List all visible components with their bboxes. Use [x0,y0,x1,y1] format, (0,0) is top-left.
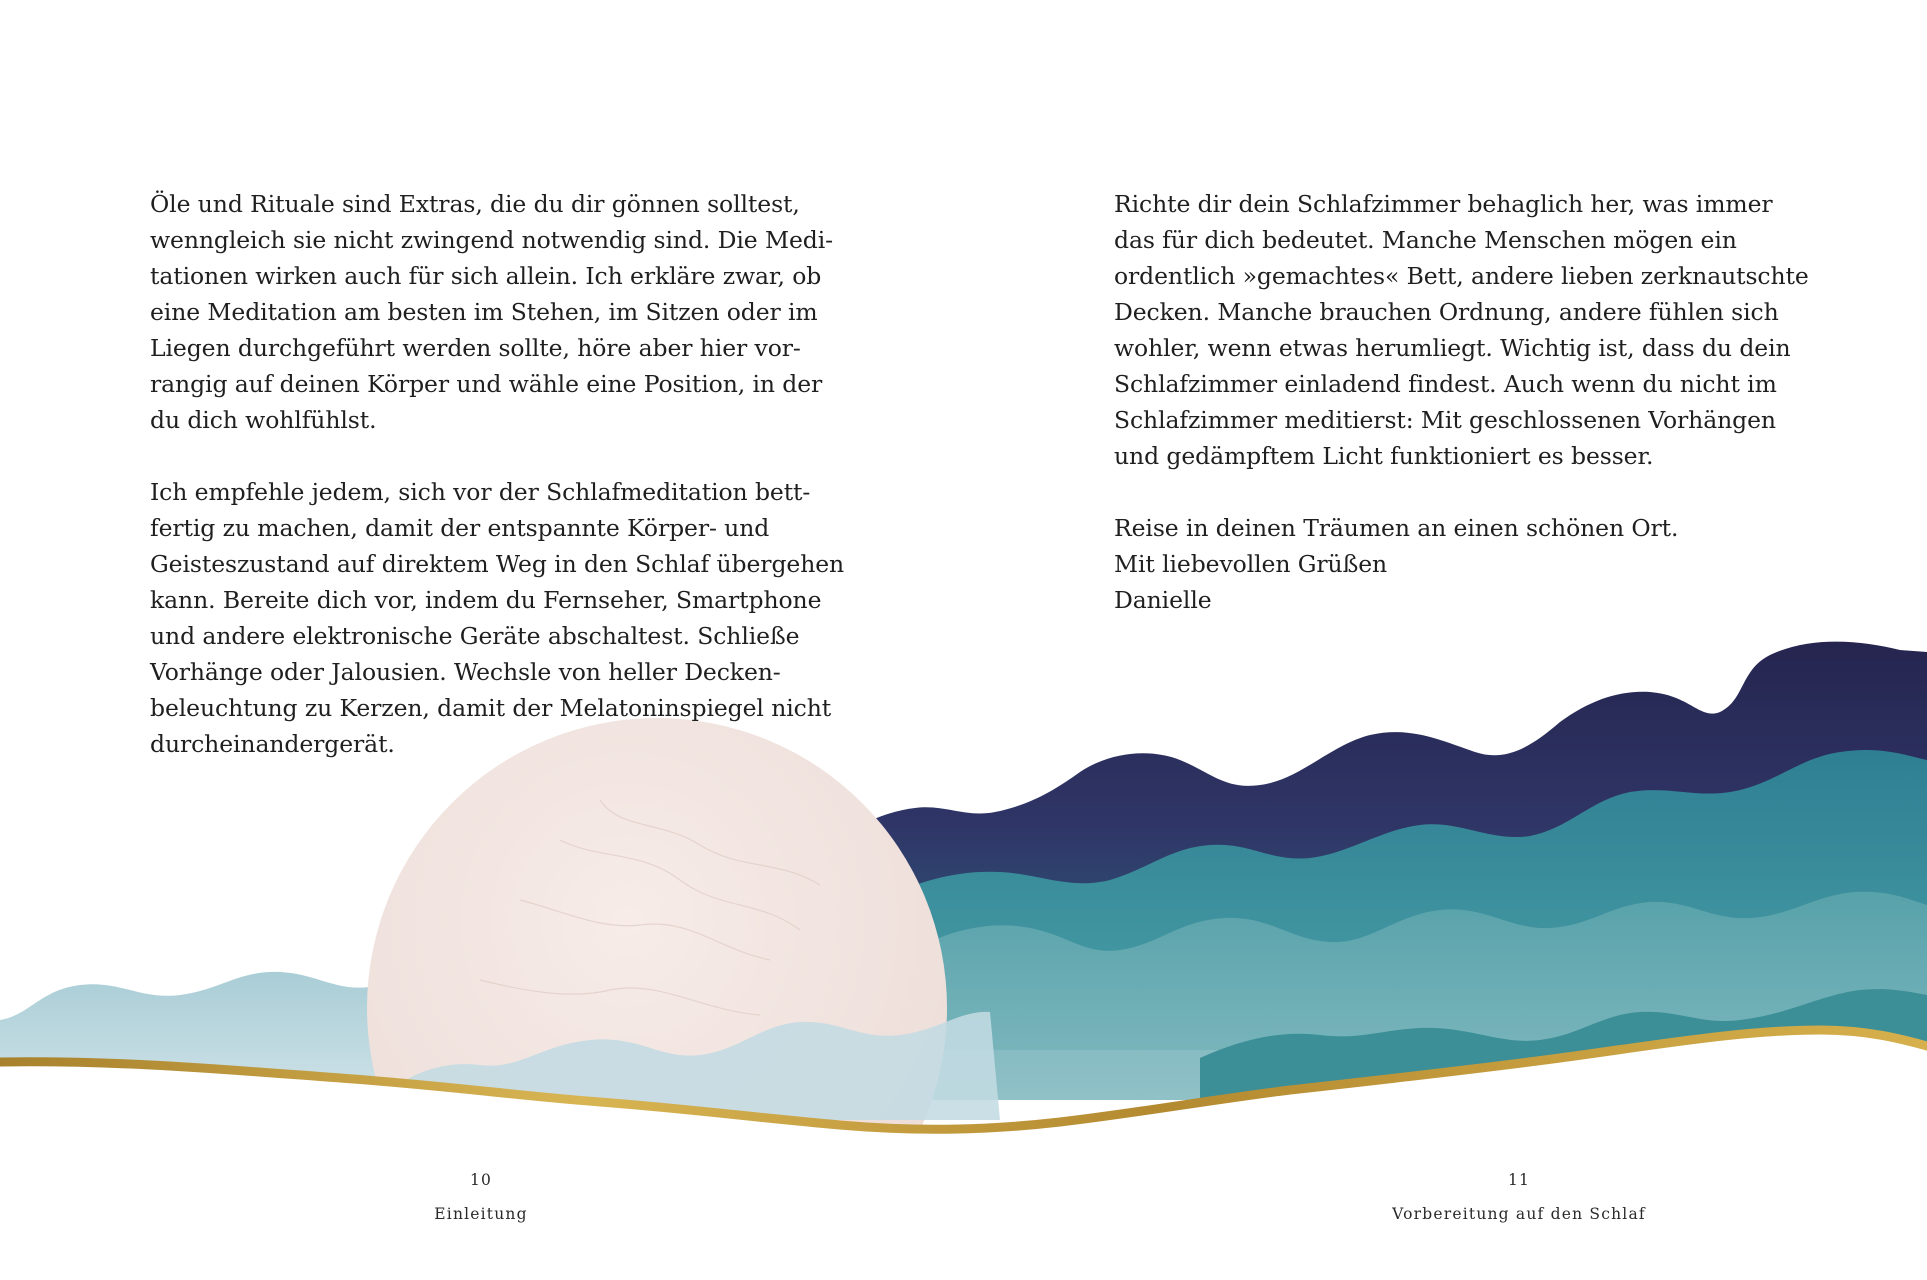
text-line: durcheinandergerät. [150,730,395,758]
text-line: du dich wohlfühlst. [150,406,377,434]
text-line: wohler, wenn etwas herumliegt. Wichtig ist, dass du dein [1114,334,1791,362]
text-line: Vorhänge oder Jalousien. Wechsle von heller Decken- [150,658,781,686]
right-page-footer [1319,1163,1719,1231]
left-text-column [150,186,845,762]
text-line: ordentlich »gemachtes« Bett, andere lieben zerknautschte [1114,262,1809,290]
text-line: eine Meditation am besten im Stehen, im Sitzen oder im [150,298,818,326]
text-line: Decken. Manche brauchen Ordnung, andere fühlen sich [1114,298,1779,326]
page-number: 10 [469,1171,493,1189]
greeting: Mit liebevollen Grüßen [1114,550,1388,578]
text-line: Ich empfehle jedem, sich vor der Schlafmeditation bett- [150,478,811,506]
left-page [0,0,963,1280]
chapter-title: Einleitung [434,1205,528,1223]
text-line: Geisteszustand auf direktem Weg in den Schlaf übergehen [150,550,845,578]
text-line: beleuchtung zu Kerzen, damit der Melatoninspiegel nicht [150,694,832,722]
text-line: tationen wirken auch für sich allein. Ich erkläre zwar, ob [150,262,822,290]
text-line: Schlafzimmer einladend findest. Auch wenn du nicht im [1114,370,1777,398]
paragraph [1114,186,1809,474]
text-line: das für dich bedeutet. Manche Menschen mögen ein [1114,226,1737,254]
right-page [963,0,1927,1280]
text-line: rangig auf deinen Körper und wähle eine Position, in der [150,370,823,398]
right-text-column [1114,186,1809,618]
chapter-title: Vorbereitung auf den Schlaf [1392,1205,1646,1223]
paragraph [150,186,833,438]
left-page-footer [281,1163,681,1231]
text-line: und andere elektronische Geräte abschaltest. Schließe [150,622,800,650]
text-line: Öle und Rituale sind Extras, die du dir gönnen solltest, [150,190,800,218]
paragraph [150,474,845,762]
signature: Danielle [1114,586,1212,614]
text-line: wenngleich sie nicht zwingend notwendig sind. Die Medi- [150,226,833,254]
closing [1114,510,1794,618]
text-line: Reise in deinen Träumen an einen schönen Ort. [1114,514,1679,542]
text-line: und gedämpftem Licht funktioniert es besser. [1114,442,1654,470]
text-line: Liegen durchgeführt werden sollte, höre aber hier vor- [150,334,801,362]
page-number: 11 [1507,1171,1531,1189]
text-line: Schlafzimmer meditierst: Mit geschlossenen Vorhängen [1114,406,1776,434]
text-line: kann. Bereite dich vor, indem du Fernseher, Smartphone [150,586,822,614]
text-line: Richte dir dein Schlafzimmer behaglich her, was immer [1114,190,1773,218]
text-line: fertig zu machen, damit der entspannte Körper- und [150,514,770,542]
